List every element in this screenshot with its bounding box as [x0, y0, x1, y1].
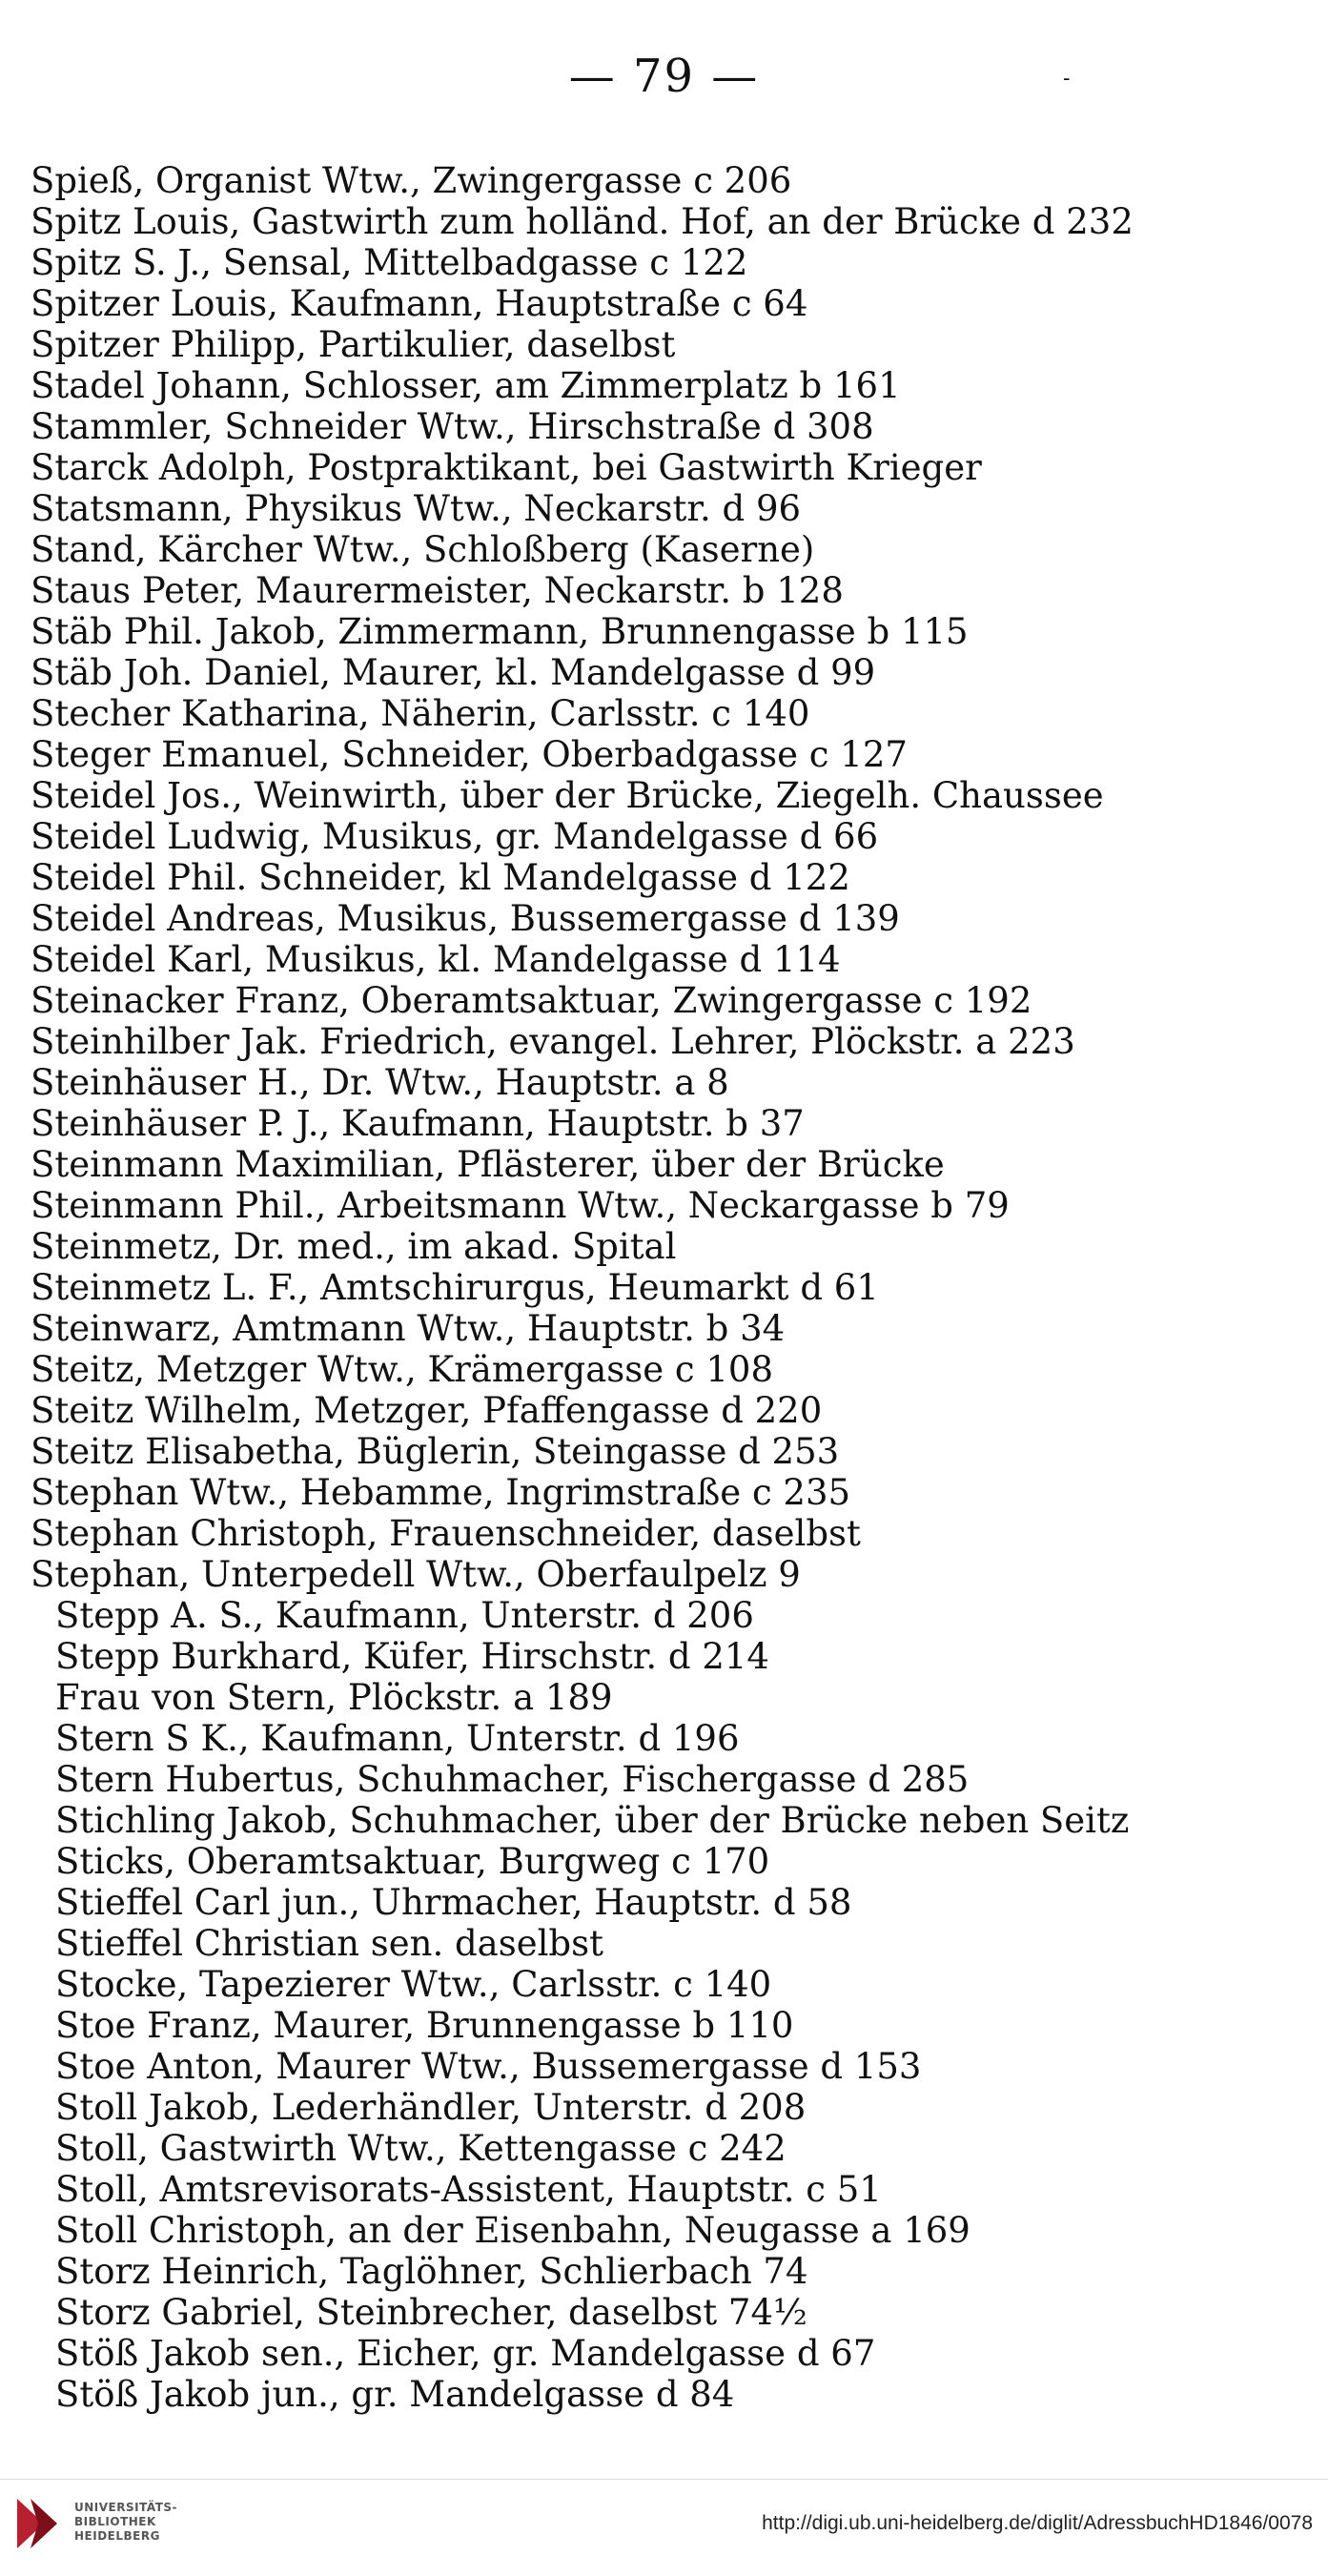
directory-entry: Stöß Jakob sen., Eicher, gr. Mandelgasse d 67	[55, 2333, 876, 2374]
directory-entry: Steidel Phil. Schneider, kl Mandelgasse d 122	[31, 857, 850, 898]
directory-entry: Spitzer Philipp, Partikulier, daselbst	[31, 324, 676, 365]
directory-entry: Stepp Burkhard, Küfer, Hirschstr. d 214	[55, 1636, 769, 1677]
directory-entry: Frau von Stern, Plöckstr. a 189	[55, 1677, 613, 1718]
directory-entry: Spieß, Organist Wtw., Zwingergasse c 206	[31, 160, 792, 201]
directory-entry: Stephan, Unterpedell Wtw., Oberfaulpelz 9	[31, 1554, 801, 1595]
directory-entry: Sticks, Oberamtsaktuar, Burgweg c 170	[55, 1841, 770, 1882]
directory-entry: Stepp A. S., Kaufmann, Unterstr. d 206	[55, 1595, 754, 1636]
directory-entry: Steger Emanuel, Schneider, Oberbadgasse c 127	[31, 734, 908, 775]
directory-entry: Steinacker Franz, Oberamtsaktuar, Zwingergasse c 192	[31, 980, 1032, 1021]
directory-entry: Stadel Johann, Schlosser, am Zimmerplatz b 161	[31, 365, 901, 406]
directory-entry: Steitz Elisabetha, Büglerin, Steingasse d 253	[31, 1431, 840, 1472]
directory-entry: Statsmann, Physikus Wtw., Neckarstr. d 96	[31, 488, 802, 529]
directory-entry: Stecher Katharina, Näherin, Carlsstr. c 140	[31, 693, 810, 734]
directory-entry: Stoll Christoph, an der Eisenbahn, Neugasse a 169	[55, 2210, 970, 2251]
directory-entry: Stephan Wtw., Hebamme, Ingrimstraße c 235	[31, 1472, 851, 1513]
directory-entry: Stöß Jakob jun., gr. Mandelgasse d 84	[55, 2374, 735, 2415]
directory-entry: Spitzer Louis, Kaufmann, Hauptstraße c 64	[31, 283, 808, 324]
directory-entry: Steinmetz L. F., Amtschirurgus, Heumarkt d 61	[31, 1267, 879, 1308]
directory-entry: Steinmann Maximilian, Pflästerer, über der Brücke	[31, 1144, 945, 1185]
directory-entry: Steinhäuser H., Dr. Wtw., Hauptstr. a 8	[31, 1062, 729, 1103]
directory-entry: Stäb Phil. Jakob, Zimmermann, Brunnengasse b 115	[31, 611, 969, 652]
library-line: HEIDELBERG	[74, 2529, 160, 2543]
directory-entry: Stäb Joh. Daniel, Maurer, kl. Mandelgasse d 99	[31, 652, 876, 693]
directory-entry: Stoll, Amtsrevisorats-Assistent, Hauptstr. c 51	[55, 2169, 882, 2210]
directory-entry: Starck Adolph, Postpraktikant, bei Gastwirth Krieger	[31, 447, 982, 488]
directory-entry: Spitz S. J., Sensal, Mittelbadgasse c 122	[31, 242, 748, 283]
directory-entry: Steidel Karl, Musikus, kl. Mandelgasse d 114	[31, 939, 841, 980]
directory-entry: Stoe Anton, Maurer Wtw., Bussemergasse d 153	[55, 2046, 922, 2087]
directory-entry: Steidel Ludwig, Musikus, gr. Mandelgasse d 66	[31, 816, 879, 857]
directory-entry: Steitz Wilhelm, Metzger, Pfaffengasse d 220	[31, 1390, 823, 1431]
directory-entry: Steinwarz, Amtmann Wtw., Hauptstr. b 34	[31, 1308, 786, 1349]
directory-entry: Stieffel Christian sen. daselbst	[55, 1923, 603, 1964]
directory-entry: Steidel Jos., Weinwirth, über der Brücke, Ziegelh. Chaussee	[31, 775, 1104, 816]
directory-entry: Staus Peter, Maurermeister, Neckarstr. b 128	[31, 570, 844, 611]
corner-mark: -	[1063, 67, 1071, 91]
directory-entry: Stammler, Schneider Wtw., Hirschstraße d 308	[31, 406, 874, 447]
directory-entry: Spitz Louis, Gastwirth zum holländ. Hof, an der Brücke d 232	[31, 201, 1134, 242]
directory-entry: Stocke, Tapezierer Wtw., Carlsstr. c 140	[55, 1964, 772, 2005]
directory-entry: Stichling Jakob, Schuhmacher, über der Brücke neben Seitz	[55, 1800, 1130, 1841]
source-url-link[interactable]: http://digi.ub.uni-heidelberg.de/diglit/AdressbuchHD1846/0078	[762, 2512, 1313, 2534]
library-line: BIBLIOTHEK	[74, 2515, 156, 2528]
page-number: — 79 —	[568, 50, 760, 103]
directory-entry: Storz Heinrich, Taglöhner, Schlierbach 74	[55, 2251, 808, 2292]
directory-entry: Steinhilber Jak. Friedrich, evangel. Lehrer, Plöckstr. a 223	[31, 1021, 1075, 1062]
directory-entry: Stephan Christoph, Frauenschneider, daselbst	[31, 1513, 861, 1554]
directory-entry: Steinmann Phil., Arbeitsmann Wtw., Neckargasse b 79	[31, 1185, 1010, 1226]
university-library-logo-icon	[11, 2495, 69, 2552]
directory-entry: Storz Gabriel, Steinbrecher, daselbst 74½	[55, 2292, 807, 2333]
directory-entry: Stoll, Gastwirth Wtw., Kettengasse c 242	[55, 2128, 787, 2169]
directory-entry: Stoll Jakob, Lederhändler, Unterstr. d 208	[55, 2087, 807, 2128]
directory-entry: Stand, Kärcher Wtw., Schloßberg (Kaserne)	[31, 529, 815, 570]
directory-entry: Steitz, Metzger Wtw., Krämergasse c 108	[31, 1349, 774, 1390]
directory-entry: Steidel Andreas, Musikus, Bussemergasse d 139	[31, 898, 900, 939]
directory-entry: Stoe Franz, Maurer, Brunnengasse b 110	[55, 2005, 794, 2046]
directory-entry: Stern Hubertus, Schuhmacher, Fischergasse d 285	[55, 1759, 970, 1800]
directory-entry: Steinmetz, Dr. med., im akad. Spital	[31, 1226, 677, 1267]
directory-entry: Steinhäuser P. J., Kaufmann, Hauptstr. b 37	[31, 1103, 805, 1144]
footer	[0, 2479, 1328, 2576]
library-line: UNIVERSITÄTS-	[74, 2501, 178, 2514]
directory-entry: Stern S K., Kaufmann, Unterstr. d 196	[55, 1718, 740, 1759]
directory-entry: Stieffel Carl jun., Uhrmacher, Hauptstr. d 58	[55, 1882, 852, 1923]
library-name	[74, 2501, 177, 2544]
